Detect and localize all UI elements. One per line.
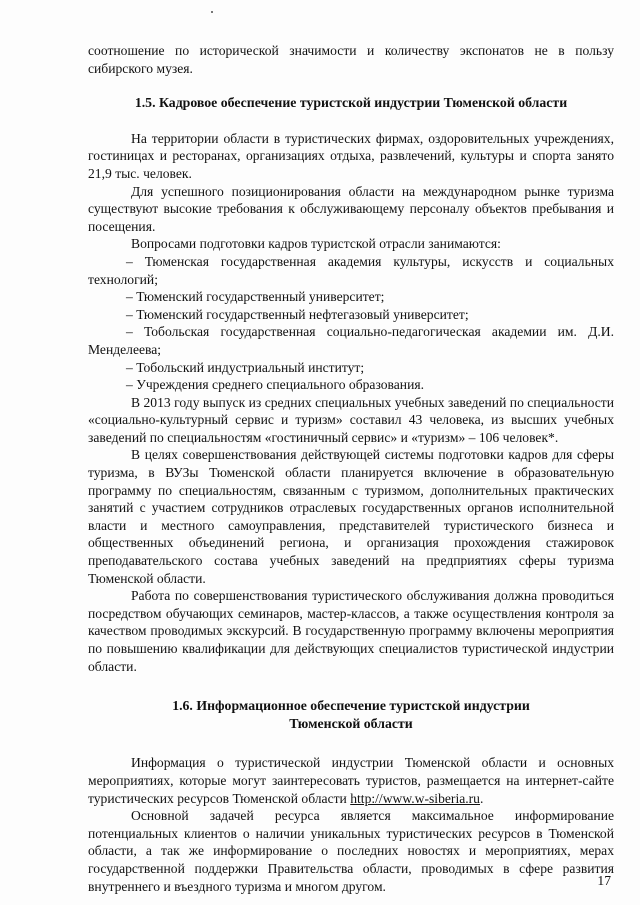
paragraph: Основной задачей ресурса является максимальное информирование потенциальных клиентов о наличии уникальных туристических ресурсов в Тюменской области, а так же информирование о последних новостях и мероприятиях, мерах государственной поддержки Правительства области, проводимых в сфере развития внутреннего и въездного туризма и многом другом. [88,808,614,894]
paragraph-end: . [479,790,484,806]
paragraph-text: Информация о туристической индустрии Тюменской области и основных мероприятиях, которые могут заинтересовать туристов, размещается на интернет-сайте туристических ресурсов Тюменской области [88,755,614,806]
section-1-5-heading: 1.5. Кадровое обеспечение туристской индустрии Тюменской области [134,95,568,111]
paragraph: В 2013 году выпуск из средних специальных учебных заведений по специальности «социально-культурный сервис и туризм» составил 43 человека, из высших учебных заведений по специальностям «гостиничный сервис» и «туризм» – 106 человек*. [88,394,614,445]
section-1-6-heading [88,697,614,732]
list-item: – Учреждения среднего специального образования. [126,377,425,393]
paragraph: На территории области в туристических фирмах, оздоровительных учреждениях, гостиницах и ресторанах, организациях отдыха, развлечений, культуры и спорта занято 21,9 тыс. человек. [88,130,614,181]
list-item: – Тобольская государственная социально-педагогическая академии им. Д.И. Менделеева; [88,324,614,357]
page-content [88,42,614,895]
intro-paragraph: соотношение по исторической значимости и количеству экспонатов не в пользу сибирского музея. [88,43,614,76]
list-item: – Тюменский государственный нефтегазовый университет; [126,306,469,322]
paragraph: Работа по совершенствования туристического обслуживания должна проводиться посредством обучающих семинаров, мастер-классов, а также осуществления контроля за качеством проводимых экскурсий. В государственную программу включены мероприятия по повышению квалификации для действующих специалистов туристической индустрии области. [88,588,614,674]
paragraph: Для успешного позиционирования области на международном рынке туризма существуют высокие требования к обслуживающему персоналу объектов пребывания и посещения. [88,183,614,234]
page-number: 17 [597,873,611,888]
paragraph-with-link [88,754,614,807]
scan-speck [211,11,213,13]
paragraph: В целях совершенствования действующей системы подготовки кадров для сферы туризма, в ВУЗы Тюменской области планируется включение в образовательную программу по специальностям, связанным с туризмом, дополнительных практических занятий с участием сотрудников отраслевых государственных органов исполнительной власти и местного самоуправления, представителей туристического бизнеса и общественных объединений региона, и организация прохождения стажировок преподавательского состава учебных заведений на предприятиях сферы туризма Тюменской области. [88,447,614,586]
paragraph: Вопросами подготовки кадров туристской отрасли занимаются: [131,236,501,252]
list-item: – Тобольский индустриальный институт; [126,359,365,375]
list-item: – Тюменский государственный университет; [126,289,385,305]
section-1-6-heading-line1: 1.6. Информационное обеспечение туристской индустрии [172,698,530,714]
list-item: – Тюменская государственная академия культуры, искусств и социальных технологий; [88,253,614,287]
section-1-6-heading-line2: Тюменской области [289,715,413,731]
website-link[interactable]: http://www.w-siberia.ru [350,790,480,806]
